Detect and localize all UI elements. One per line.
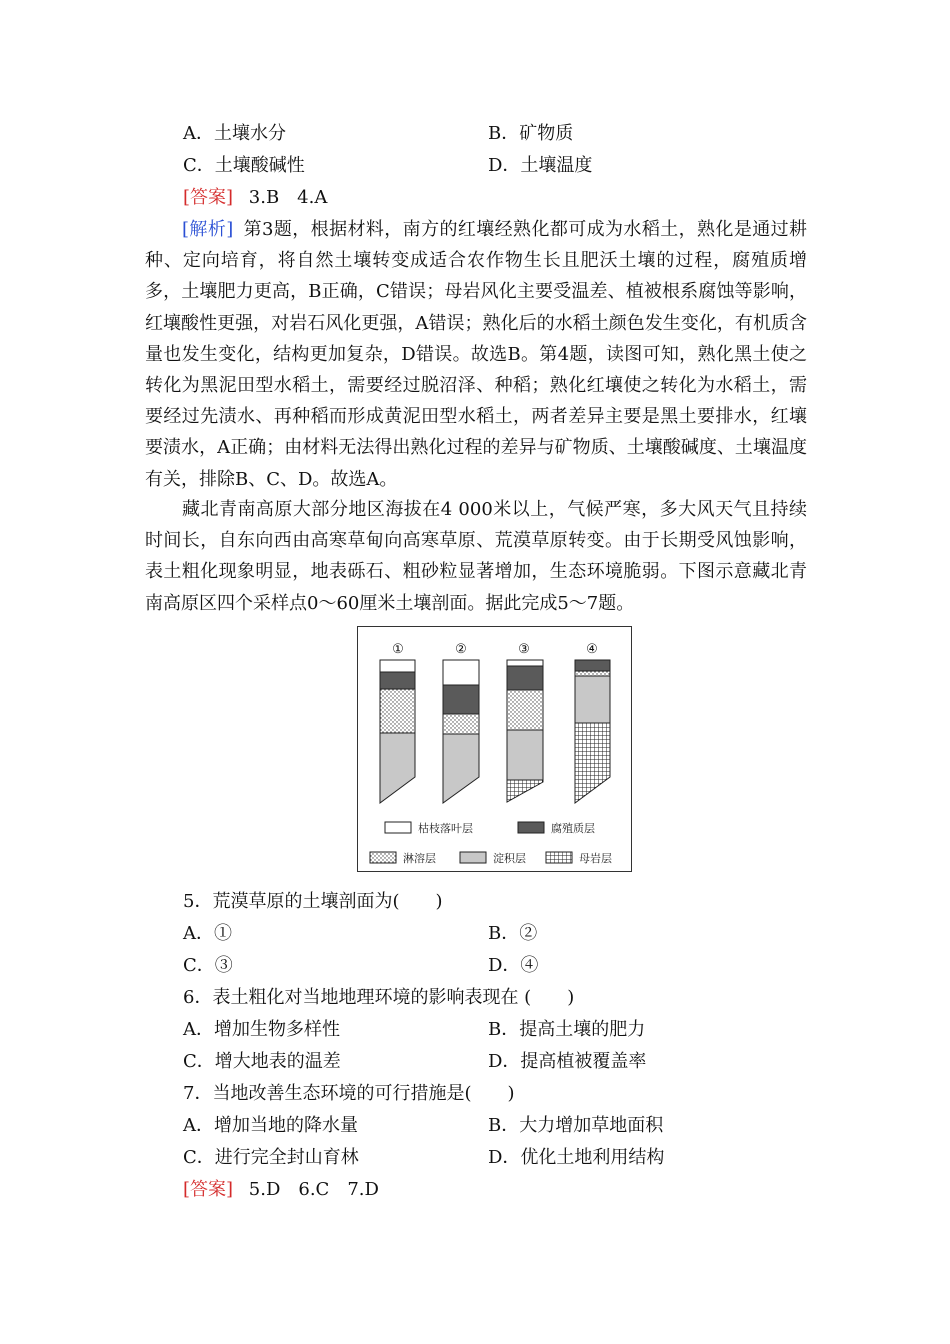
soil-profile-diagram <box>358 627 633 873</box>
q5-option-c: C．③ <box>183 955 233 976</box>
q7-stem: 7．当地改善生态环境的可行措施是( ) <box>183 1083 515 1104</box>
legend-eluvial: 淋溶层 <box>403 852 436 865</box>
humus-layer <box>443 685 479 714</box>
column-label-4: ④ <box>586 642 598 657</box>
q5-option-b: B．② <box>488 923 538 944</box>
humus-layer <box>380 672 415 689</box>
q4-option-c: C．土壤酸碱性 <box>183 155 305 176</box>
figure-legend <box>370 821 612 865</box>
eluvial-layer <box>380 689 415 733</box>
q6-option-a: A．增加生物多样性 <box>183 1019 340 1040</box>
humus-layer <box>575 660 610 671</box>
answer-line-2 <box>183 1178 379 1202</box>
q7-option-d: D．优化土地利用结构 <box>488 1147 665 1168</box>
legend-swatch-litter <box>385 822 411 833</box>
legend-illuvial: 淀积层 <box>493 852 526 865</box>
q6-option-c: C．增大地表的温差 <box>183 1051 341 1072</box>
q7-option-a: A．增加当地的降水量 <box>183 1115 358 1136</box>
answer-line-1 <box>183 186 327 210</box>
q6-option-d: D．提高植被覆盖率 <box>488 1051 647 1072</box>
legend-parent: 母岩层 <box>579 852 612 865</box>
illuvial-layer <box>507 730 543 780</box>
passage-paragraph: 藏北青南高原大部分地区海拔在4 000米以上，气候严寒，多大风天气且持续时间长，自东向西由高寒草甸向高寒草原、荒漠草原转变。由于长期受风蚀影响，表土粗化现象明显，地表砾石、粗砂粒显著增加，生态环境脆弱。下图示意藏北青南高原区四个采样点0～60厘米土壤剖面。据此完成5～7题。 <box>145 499 807 614</box>
q4-option-a: A．土壤水分 <box>183 123 286 144</box>
answer-text: 3.B 4.A <box>248 187 328 208</box>
answer-text: 5.D 6.C 7.D <box>248 1179 379 1200</box>
answer-tag: [答案] <box>183 1179 234 1200</box>
profile-column-2 <box>443 660 479 803</box>
legend-swatch-humus <box>518 822 544 833</box>
litter-layer <box>507 660 543 666</box>
profile-column-3 <box>507 660 543 802</box>
humus-layer <box>507 666 543 690</box>
legend-humus: 腐殖质层 <box>551 822 595 835</box>
analysis-tag: [解析] <box>182 219 234 240</box>
column-label-3: ③ <box>518 642 530 657</box>
legend-swatch-illuvial <box>460 852 486 863</box>
q7-option-b: B．大力增加草地面积 <box>488 1115 664 1136</box>
q6-option-b: B．提高土壤的肥力 <box>488 1019 646 1040</box>
legend-swatch-parent <box>546 852 572 863</box>
eluvial-layer <box>507 690 543 730</box>
q7-option-c: C．进行完全封山育林 <box>183 1147 359 1168</box>
profile-column-1 <box>380 660 415 803</box>
column-label-2: ② <box>455 642 467 657</box>
soil-profile-figure <box>357 626 632 872</box>
litter-layer <box>380 660 415 672</box>
parent-rock-layer <box>575 723 610 803</box>
legend-swatch-eluvial <box>370 852 396 863</box>
eluvial-layer <box>443 714 479 734</box>
q5-option-d: D．④ <box>488 955 539 976</box>
profile-column-4 <box>575 660 610 803</box>
analysis-text: 第3题，根据材料，南方的红壤经熟化都可成为水稻土，熟化是通过耕种、定向培育，将自然土壤转变成适合农作物生长且肥沃土壤的过程，腐殖质增多，土壤肥力更高，B正确，C错误；母岩风化主要受温差、植被根系腐蚀等影响，红壤酸性更强，对岩石风化更强，A错误；熟化后的水稻土颜色发生变化，有机质含量也发生变化，结构更加复杂，D错误。故选B。第4题，读图可知，熟化黑土使之转化为黑泥田型水稻土，需要经过脱沼泽、种稻；熟化红壤使之转化为水稻土，需要经过先渍水、再种稻而形成黄泥田型水稻土，两者差异主要是黑土要排水，红壤要渍水，A正确；由材料无法得出熟化过程的差异与矿物质、土壤酸碱度、土壤温度有关，排除B、C、D。故选A。 <box>145 219 808 490</box>
q6-stem: 6．表土粗化对当地地理环境的影响表现在 ( ) <box>183 987 575 1008</box>
parent-rock-layer <box>507 780 543 802</box>
q4-option-b: B．矿物质 <box>488 123 574 144</box>
q4-option-d: D．土壤温度 <box>488 155 593 176</box>
q5-stem: 5．荒漠草原的土壤剖面为( ) <box>183 891 443 912</box>
analysis-paragraph <box>145 214 807 495</box>
column-label-1: ① <box>392 642 404 657</box>
illuvial-layer <box>380 733 415 803</box>
illuvial-layer <box>575 676 610 723</box>
q5-option-a: A．① <box>183 923 232 944</box>
illuvial-layer <box>443 734 479 803</box>
eluvial-layer <box>575 671 610 676</box>
legend-litter: 枯枝落叶层 <box>418 822 473 835</box>
answer-tag: [答案] <box>183 187 234 208</box>
litter-layer <box>443 660 479 685</box>
